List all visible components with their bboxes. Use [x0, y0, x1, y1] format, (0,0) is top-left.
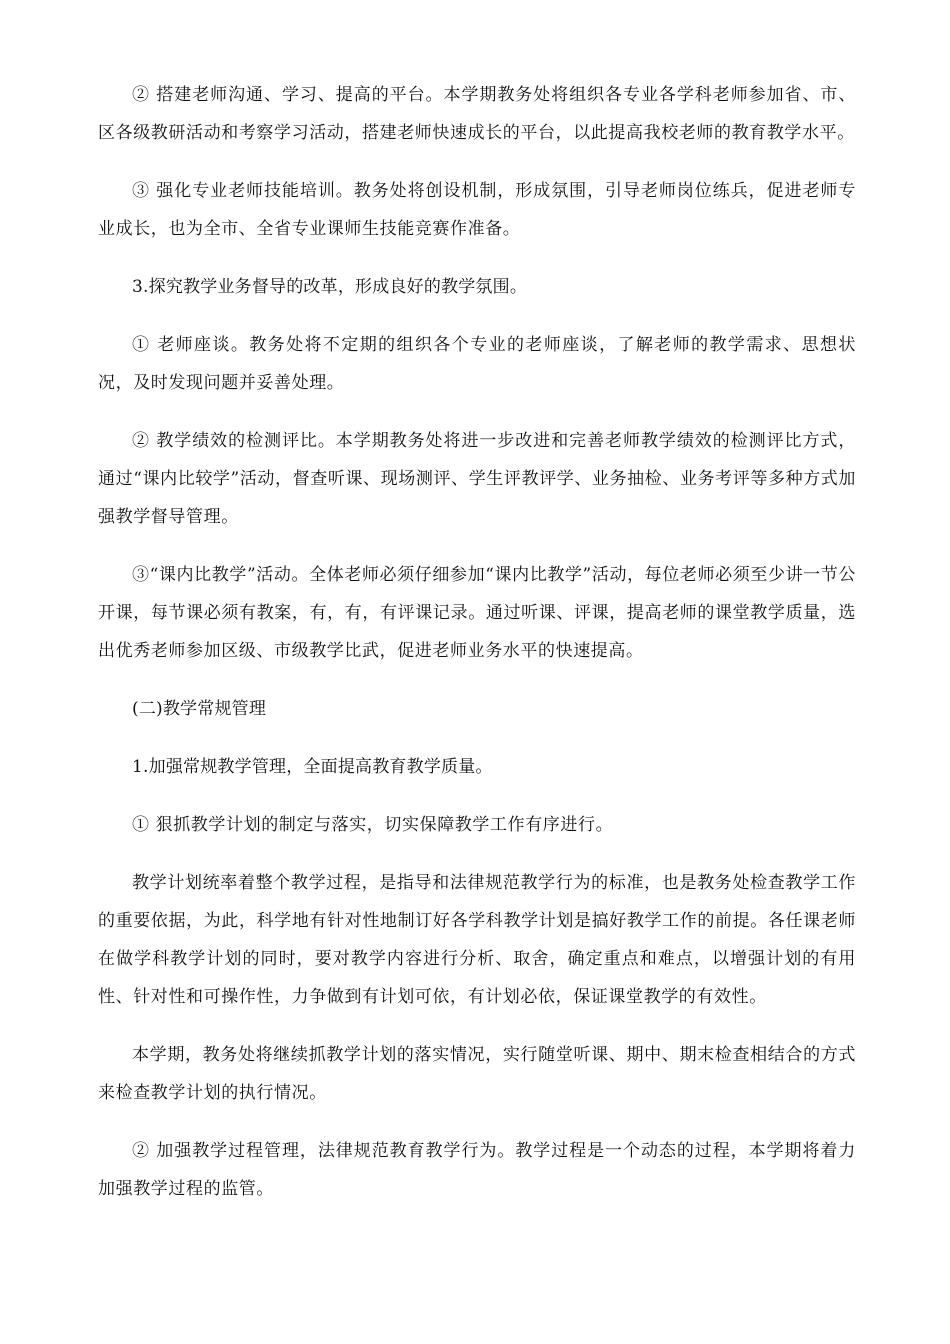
paragraph-process-management: ② 加强教学过程管理，法律规范教育教学行为。教学过程是一个动态的过程，本学期将着力加强教学过程的监管。 — [98, 1141, 856, 1199]
paragraph-plan-implementation: 本学期，教务处将继续抓教学计划的落实情况，实行随堂听课、期中、期末检查相结合的方式来检查教学计划的执行情况。 — [98, 1045, 856, 1103]
paragraph-teaching-plan-point: ① 狠抓教学计划的制定与落实，切实保障教学工作有序进行。 — [132, 815, 614, 835]
heading-supervision-reform: 3.探究教学业务督导的改革，形成良好的教学氛围。 — [132, 277, 528, 297]
document-page — [98, 76, 856, 1228]
paragraph-skill-training: ③ 强化专业老师技能培训。教务处将创设机制，形成氛围，引导老师岗位练兵，促进老师专业成长，也为全市、全省专业课师生技能竞赛作准备。 — [98, 181, 856, 239]
section-heading-routine-management: (二)教学常规管理 — [132, 699, 267, 719]
heading-strengthen-management: 1.加强常规教学管理，全面提高教育教学质量。 — [132, 757, 493, 777]
paragraph-teacher-meeting: ① 老师座谈。教务处将不定期的组织各个专业的老师座谈，了解老师的教学需求、思想状况，及时发现问题并妥善处理。 — [98, 335, 856, 393]
paragraph-teacher-platform: ② 搭建老师沟通、学习、提高的平台。本学期教务处将组织各专业各学科老师参加省、市、区各级教研活动和考察学习活动，搭建老师快速成长的平台，以此提高我校老师的教育教学水平。 — [98, 85, 856, 143]
paragraph-in-class-competition: ③“课内比教学”活动。全体老师必须仔细参加“课内比教学”活动，每位老师必须至少讲一节公开课，每节课必须有教案，有，有，有评课记录。通过听课、评课，提高老师的课堂教学质量，选出优秀老师参加区级、市级教学比武，促进老师业务水平的快速提高。 — [98, 565, 856, 661]
paragraph-teaching-plan-detail: 教学计划统率着整个教学过程，是指导和法律规范教学行为的标准，也是教务处检查教学工作的重要依据，为此，科学地有针对性地制订好各学科教学计划是搞好教学工作的前提。各任课老师在做学科教学计划的同时，要对教学内容进行分析、取舍，确定重点和难点，以增强计划的有用性、针对性和可操作性，力争做到有计划可依，有计划必依，保证课堂教学的有效性。 — [98, 873, 856, 1007]
paragraph-performance-evaluation: ② 教学绩效的检测评比。本学期教务处将进一步改进和完善老师教学绩效的检测评比方式，通过“课内比较学”活动，督查听课、现场测评、学生评教评学、业务抽检、业务考评等多种方式加强教学督导管理。 — [98, 431, 856, 527]
